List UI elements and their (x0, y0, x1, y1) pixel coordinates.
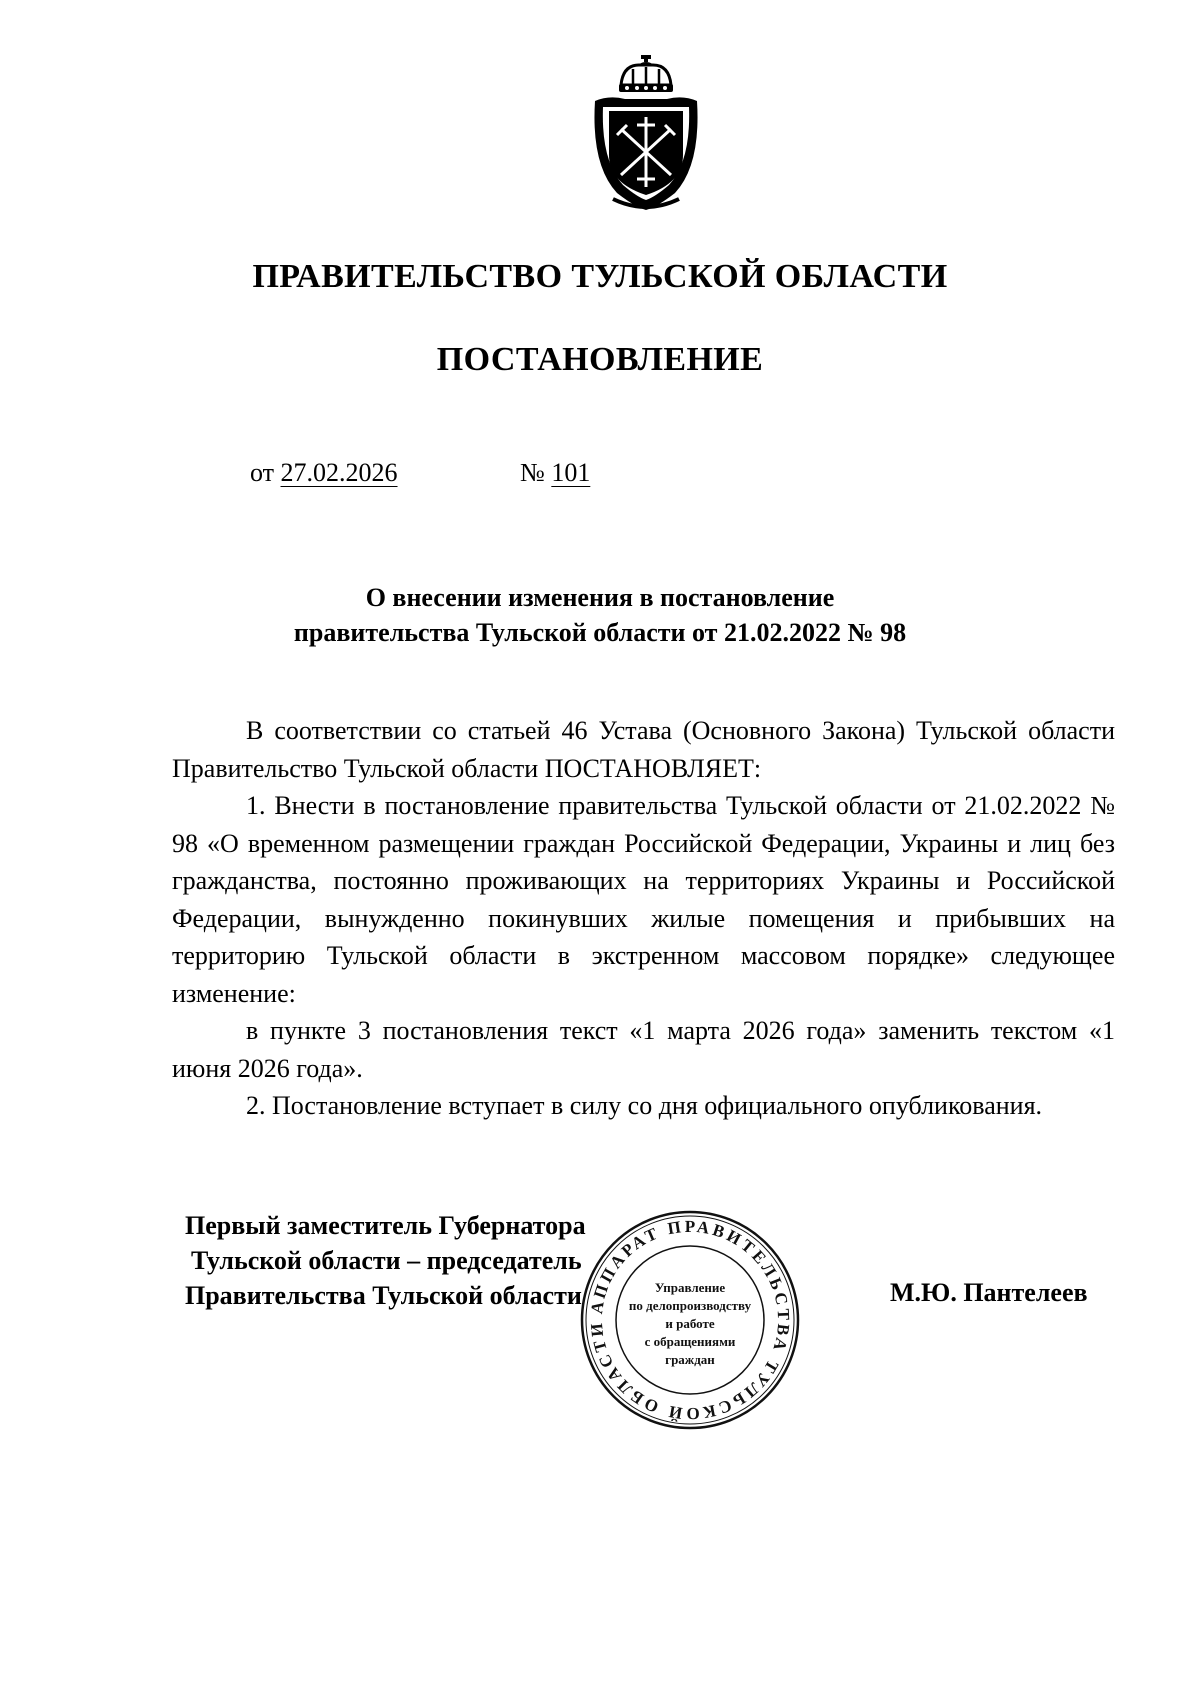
document-body (172, 712, 1115, 1125)
document-date-number (250, 458, 591, 488)
stamp-ring-text: АППАРАТ ПРАВИТЕЛЬСТВА ТУЛЬСКОЙ ОБЛАСТИ (586, 1216, 794, 1424)
signatory-name: М.Ю. Пантелеев (890, 1278, 1088, 1307)
document-date: 27.02.2026 (280, 458, 398, 487)
body-paragraph: 1. Внести в постановление правительства Тульской области от 21.02.2022 № 98 «О временном размещении граждан Российской Федерации, Украины и лиц без гражданства, постоянно проживающих на территориях Украины и Российской Федерации, вынужденно покинувших жилые помещения и прибывших на территорию Тульской области в экстренном массовом порядке» следующее изменение: (172, 791, 1115, 1008)
signatory-title-line: Первый заместитель Губернатора (185, 1211, 586, 1240)
body-paragraph: В соответствии со статьей 46 Устава (Основного Закона) Тульской области Правительство Тульской области ПОСТАНОВЛЯЕТ: (172, 716, 1115, 783)
stamp-center-line: и работе (665, 1316, 715, 1331)
body-paragraph: в пункте 3 постановления текст «1 марта 2026 года» заменить текстом «1 июня 2026 года». (172, 1016, 1115, 1083)
date-prefix: от (250, 458, 281, 487)
organization-title: ПРАВИТЕЛЬСТВО ТУЛЬСКОЙ ОБЛАСТИ (252, 258, 948, 295)
official-stamp (578, 1208, 802, 1432)
subject-line-1: О внесении изменения в постановление (365, 583, 835, 612)
subject-line-2: правительства Тульской области от 21.02.2022 № 98 (293, 618, 907, 647)
stamp-center-line: с обращениями (644, 1334, 736, 1349)
signatory-title-line: Правительства Тульской области (185, 1281, 582, 1310)
document-number-wrap (520, 458, 590, 488)
number-prefix: № (520, 458, 552, 487)
stamp-center-line: Управление (654, 1280, 726, 1295)
document-subject (0, 580, 1200, 650)
stamp-center-line: по делопроизводству (628, 1298, 752, 1313)
stamp-center-line: граждан (665, 1352, 715, 1367)
signatory-title (185, 1208, 586, 1313)
document-number: 101 (551, 458, 591, 487)
document-type: ПОСТАНОВЛЕНИЕ (436, 341, 764, 378)
signatory-title-line: Тульской области – председатель (191, 1246, 582, 1275)
tula-coat-of-arms-icon (587, 55, 705, 211)
body-paragraph: 2. Постановление вступает в силу со дня официального опубликования. (246, 1091, 1043, 1120)
